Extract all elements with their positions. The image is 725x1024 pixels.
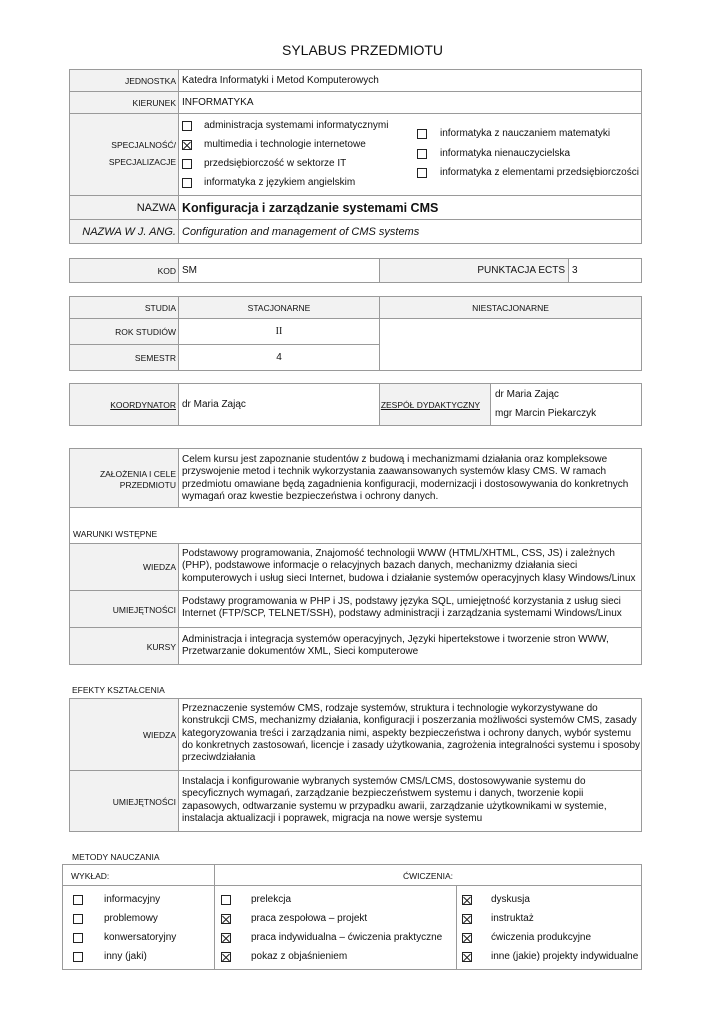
cwiczenia-label: prelekcja xyxy=(251,894,292,905)
cwiczenia-label: praca zespołowa – projekt xyxy=(251,913,368,924)
semestr-value-cell xyxy=(178,344,380,371)
wyklad-checkbox[interactable] xyxy=(73,914,83,924)
cwiczenia-checkbox[interactable] xyxy=(462,952,472,962)
koordynator-value-cell xyxy=(178,383,380,426)
zalozenia-label-cell xyxy=(69,448,179,508)
cwiczenia-checkbox[interactable] xyxy=(462,933,472,943)
page-title: SYLABUS PRZEDMIOTU xyxy=(281,42,444,58)
kod-value-cell xyxy=(178,258,380,283)
zalozenia-label-1: ZAŁOŻENIA I CELE xyxy=(99,469,176,479)
spec-left-checkbox[interactable] xyxy=(182,178,192,188)
stacjonarne-header: STACJONARNE xyxy=(247,303,311,313)
warunki-kursy-label: KURSY xyxy=(146,642,176,652)
nazwa-label-cell xyxy=(69,195,179,220)
efekty-section-title: EFEKTY KSZTAŁCENIA xyxy=(72,685,165,695)
zespol-value-cell xyxy=(490,383,642,426)
spec-left-label: informatyka z językiem angielskim xyxy=(204,177,356,188)
zespol-label-cell xyxy=(379,383,491,426)
zespol-label: ZESPÓŁ DYDAKTYCZNY xyxy=(380,400,480,410)
warunki-umiejetnosci-label: UMIEJĘTNOŚCI xyxy=(112,605,176,615)
cwiczenia-label: pokaz z objaśnieniem xyxy=(251,951,348,962)
spec-left-checkbox[interactable] xyxy=(182,140,192,150)
warunki-section-header xyxy=(69,507,642,543)
kierunek-label-cell xyxy=(69,91,179,114)
spec-right-label: informatyka z nauczaniem matematyki xyxy=(440,128,611,139)
cwiczenia-label: dyskusja xyxy=(491,894,530,905)
niestacjonarne-header-cell xyxy=(379,296,642,319)
cwiczenia-checkbox[interactable] xyxy=(462,895,472,905)
kod-label: KOD xyxy=(157,266,176,276)
nazwa-value: Konfiguracja i zarządzanie systemami CMS xyxy=(182,201,439,215)
nazwa-ang-value: Configuration and management of CMS systems xyxy=(182,226,420,238)
spec-left-checkbox[interactable] xyxy=(182,159,192,169)
metody-wyklad-label: WYKŁAD: xyxy=(71,871,110,881)
specjalnosc-label-1: SPECJALNOŚĆ/ xyxy=(111,140,176,150)
cwiczenia-checkbox[interactable] xyxy=(221,933,231,943)
rok-label: ROK STUDIÓW xyxy=(115,327,176,337)
spec-left-label: administracja systemami informatycznymi xyxy=(204,120,389,131)
wyklad-label: informacyjny xyxy=(104,894,161,905)
spec-left-checkbox[interactable] xyxy=(182,121,192,131)
rok-value: II xyxy=(275,326,283,337)
studia-label: STUDIA xyxy=(144,303,176,313)
cwiczenia-label: ćwiczenia produkcyjne xyxy=(491,932,592,943)
zalozenia-text: Celem kursu jest zapoznanie studentów z budową i mechanizmami działania oraz kompleksowe przyswojenie metod i technik wykorzystania zaawansowanych systemów klasy CMS. W ramach przedmiotu omawiane będą zagadnienia konfiguracji, modernizacji i dostosowywania do konkretnych wymagań oraz kwestie bezpieczeństwa i ochrony danych. xyxy=(182,454,629,502)
metody-cwiczenia-b-cell xyxy=(456,885,642,970)
wyklad-label: inny (jaki) xyxy=(104,951,147,962)
kierunek-label: KIERUNEK xyxy=(132,98,176,108)
nazwa-ang-label-cell xyxy=(69,219,179,244)
warunki-kursy-text: Administracja i integracja systemów operacyjnych, Języki hipertekstowe i tworzenie stron WWW, Przetwarzanie dokumentów XML, Sieci komputerowe xyxy=(182,634,609,658)
nazwa-ang-value-cell xyxy=(178,219,642,244)
niestacjonarne-values-cell xyxy=(379,318,642,371)
nazwa-ang-label: NAZWA W J. ANG. xyxy=(82,226,176,238)
efekty-wiedza-text-cell xyxy=(178,698,642,771)
efekty-umiejetnosci-label: UMIEJĘTNOŚCI xyxy=(112,797,176,807)
wyklad-checkbox[interactable] xyxy=(73,952,83,962)
zespol-member: dr Maria Zając xyxy=(495,389,559,400)
ects-label: PUNKTACJA ECTS xyxy=(477,265,565,276)
spec-right-label: informatyka nienauczycielska xyxy=(440,148,571,159)
efekty-umiejetnosci-text: Instalacja i konfigurowanie wybranych systemów CMS/LCMS, dostosowywanie systemu do specyficznych wymagań, zarządzanie bezpieczeństwem systemu i danych, tworzenie kopii zapasowych, odtwarzanie systemu w przypadku awarii, zarządzanie użytkownikami w systemie, instalacja aktualizacji i poprawek, migracja na nowe wersje systemu xyxy=(182,776,607,824)
warunki-section-title: WARUNKI WSTĘPNE xyxy=(73,529,158,539)
semestr-value: 4 xyxy=(276,352,282,363)
spec-right-checkbox[interactable] xyxy=(417,149,427,159)
cwiczenia-checkbox[interactable] xyxy=(221,895,231,905)
cwiczenia-label: praca indywidualna – ćwiczenia praktyczne xyxy=(251,932,443,943)
spec-right-checkbox[interactable] xyxy=(417,168,427,178)
cwiczenia-checkbox[interactable] xyxy=(221,914,231,924)
warunki-umiejetnosci-label-cell xyxy=(69,590,179,628)
cwiczenia-checkbox[interactable] xyxy=(462,914,472,924)
efekty-wiedza-label: WIEDZA xyxy=(142,730,176,740)
nazwa-label: NAZWA xyxy=(136,202,176,214)
rok-value-cell xyxy=(178,318,380,345)
metody-cwiczenia-label: ĆWICZENIA: xyxy=(402,871,454,881)
semestr-label-cell xyxy=(69,344,179,371)
rok-label-cell xyxy=(69,318,179,345)
wyklad-checkbox[interactable] xyxy=(73,895,83,905)
nazwa-value-cell xyxy=(178,195,642,220)
metody-section-title: METODY NAUCZANIA xyxy=(72,852,160,862)
warunki-kursy-label-cell xyxy=(69,627,179,665)
metody-wyklad-options-cell xyxy=(62,885,215,970)
koordynator-label-cell xyxy=(69,383,179,426)
warunki-kursy-text-cell xyxy=(178,627,642,665)
specjalnosc-label-cell xyxy=(69,113,179,196)
ects-value: 3 xyxy=(572,265,578,276)
jednostka-label-cell xyxy=(69,69,179,92)
zalozenia-label-2: PRZEDMIOTU xyxy=(119,480,176,490)
semestr-label: SEMESTR xyxy=(134,353,176,363)
warunki-wiedza-text: Podstawowy programowania, Znajomość technologii WWW (HTML/XHTML, CSS, JS) i zależnych (PHP), podstawowe informacje o relacyjnych bazach danych, mechanizmy działania sieci komputerowych i usług sieci Internet, budowa i działanie systemów operacyjnych klasy Windows/Linux xyxy=(182,548,636,584)
warunki-wiedza-label-cell xyxy=(69,543,179,591)
cwiczenia-checkbox[interactable] xyxy=(221,952,231,962)
warunki-umiejetnosci-text-cell xyxy=(178,590,642,628)
metody-cwiczenia-a-cell xyxy=(214,885,457,970)
cwiczenia-label: instruktaż xyxy=(491,913,534,924)
kod-label-cell xyxy=(69,258,179,283)
efekty-umiejetnosci-text-cell xyxy=(178,770,642,832)
wyklad-label: problemowy xyxy=(104,913,158,924)
wyklad-checkbox[interactable] xyxy=(73,933,83,943)
warunki-wiedza-label: WIEDZA xyxy=(142,562,176,572)
koordynator-value: dr Maria Zając xyxy=(182,399,246,410)
spec-right-checkbox[interactable] xyxy=(417,129,427,139)
stacjonarne-header-cell xyxy=(178,296,380,319)
efekty-wiedza-label-cell xyxy=(69,698,179,771)
warunki-wiedza-text-cell xyxy=(178,543,642,591)
warunki-umiejetnosci-text: Podstawy programowania w PHP i JS, podstawy języka SQL, umiejętność korzystania z usług sieci Internet (FTP/SCP, TELNET/SSH), podstawy administracji i zarządzania systemami Windows/Linux xyxy=(182,596,622,620)
ects-value-cell xyxy=(568,258,642,283)
spec-right-label: informatyka z elementami przedsiębiorczości xyxy=(440,167,639,178)
cwiczenia-label: inne (jakie) projekty indywidualne xyxy=(491,951,639,962)
spec-left-label: przedsiębiorczość w sektorze IT xyxy=(204,158,347,169)
efekty-wiedza-text: Przeznaczenie systemów CMS, rodzaje systemów, struktura i technologie wykorzystywane do konstrukcji CMS, mechanizmy działania, konfiguracji i poszerzania możliwości systemów CMS, zasady kategoryzowania treści i zarządzania nimi, aspekty bezpieczeństwa i ochrony danych, wybór systemu do konkretnych zastosowań, licencje i zasady użytkowania, zagrożenia integralności systemu i sposoby przeciwdziałania xyxy=(182,703,641,764)
metody-wyklad-header-cell xyxy=(62,864,215,886)
niestacjonarne-header: NIESTACJONARNE xyxy=(472,303,549,313)
efekty-umiejetnosci-label-cell xyxy=(69,770,179,832)
ects-label-cell xyxy=(379,258,569,283)
koordynator-label: KOORDYNATOR xyxy=(110,400,176,410)
wyklad-label: konwersatoryjny xyxy=(104,932,177,943)
jednostka-label: JEDNOSTKA xyxy=(124,76,176,86)
zespol-member: mgr Marcin Piekarczyk xyxy=(495,408,597,419)
studia-label-cell xyxy=(69,296,179,319)
specjalnosc-options-cell xyxy=(178,113,642,196)
jednostka-value: Katedra Informatyki i Metod Komputerowych xyxy=(182,75,379,86)
specjalnosc-label-2: SPECJALIZACJE xyxy=(108,157,176,167)
kierunek-value: INFORMATYKA xyxy=(182,97,254,108)
spec-left-label: multimedia i technologie internetowe xyxy=(204,139,366,150)
kierunek-value-cell xyxy=(178,91,642,114)
metody-cwiczenia-header-cell xyxy=(214,864,642,886)
zalozenia-text-cell xyxy=(178,448,642,508)
kod-value: SM xyxy=(182,265,197,276)
jednostka-value-cell xyxy=(178,69,642,92)
